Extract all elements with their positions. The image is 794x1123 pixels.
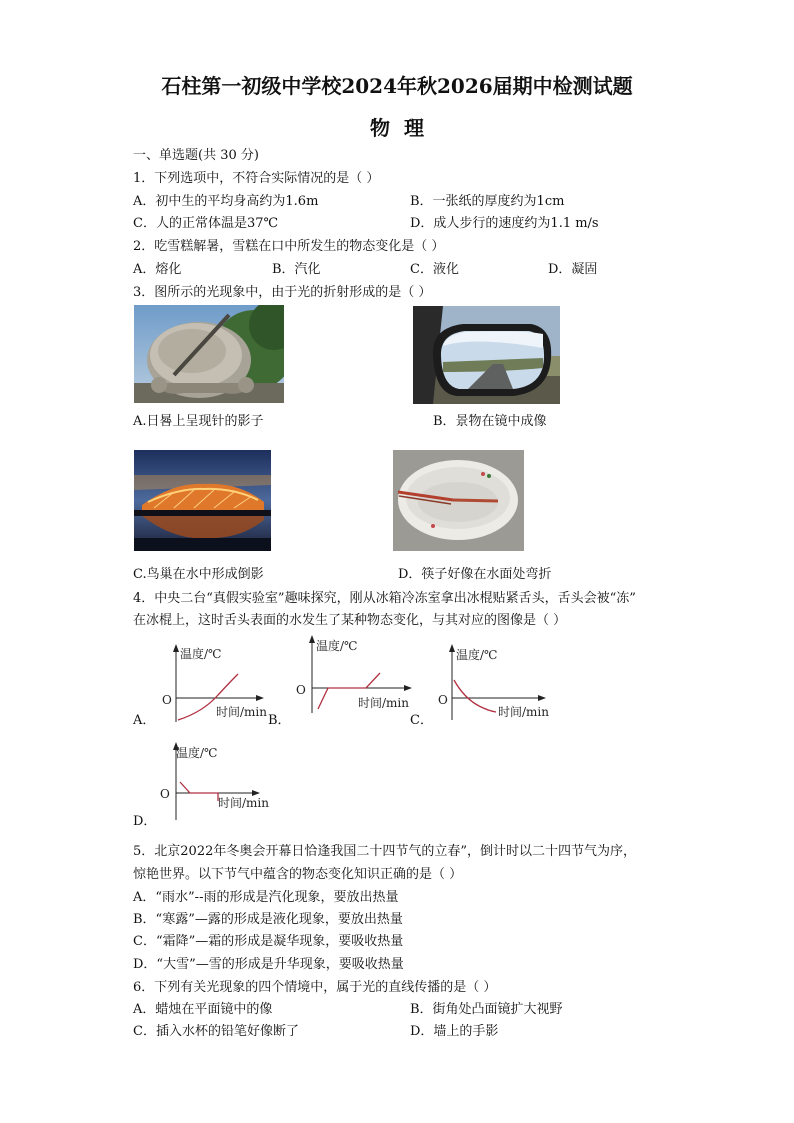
graph-b-ylabel: 温度/℃ xyxy=(316,639,358,653)
q5-option-a: A．“雨水”--雨的形成是汽化现象，要放出热量 xyxy=(133,890,399,905)
graph-a-xlabel: 时间/min xyxy=(216,705,267,719)
q1-option-a: A．初中生的平均身高约为1.6m xyxy=(133,194,319,209)
graph-a-ylabel: 温度/℃ xyxy=(180,647,222,661)
q6-option-a: A．蜡烛在平面镜中的像 xyxy=(133,1002,273,1017)
q3-option-d: D．筷子好像在水面处弯折 xyxy=(398,567,552,582)
graph-b-xlabel: 时间/min xyxy=(358,696,409,710)
q5-stem-line1: 5．北京2022年冬奥会开幕日恰逢我国二十四节气的立春”，倒计时以二十四节气为序， xyxy=(133,844,637,859)
graph-c-ylabel: 温度/℃ xyxy=(456,648,498,662)
q6-option-c: C．插入水杯的铅笔好像断了 xyxy=(133,1024,299,1039)
graph-a xyxy=(158,640,268,725)
car-mirror-photo xyxy=(413,306,560,404)
q2-option-a: A．熔化 xyxy=(133,262,182,277)
graph-b xyxy=(294,633,414,718)
q3-option-a: A.日晷上呈现针的影子 xyxy=(133,414,264,429)
graph-c xyxy=(434,640,554,725)
subject-title: 物 理 xyxy=(370,116,424,140)
chopsticks-bowl-photo xyxy=(393,450,524,551)
graph-c-origin: O xyxy=(438,693,448,707)
q4-option-b: B． xyxy=(268,713,291,728)
birds-nest-photo xyxy=(134,450,271,551)
graph-b-origin: O xyxy=(296,683,306,697)
q5-stem-line2: 惊艳世界。以下节气中蕴含的物态变化知识正确的是（ ） xyxy=(133,867,463,882)
graph-d-xlabel: 时间/min xyxy=(218,796,269,810)
graph-d-curve xyxy=(180,782,218,801)
q5-option-b: B．“寒露”—露的形成是液化现象，要放出热量 xyxy=(133,912,403,927)
q3-option-b: B．景物在镜中成像 xyxy=(433,414,547,429)
q1-option-c: C．人的正常体温是37℃ xyxy=(133,216,279,231)
section-heading: 一、单选题(共 30 分) xyxy=(133,148,259,163)
q3-option-c: C.鸟巢在水中形成倒影 xyxy=(133,567,264,582)
graph-c-xlabel: 时间/min xyxy=(498,705,549,719)
q2-option-c: C．液化 xyxy=(410,262,459,277)
q4-stem-line2: 在冰棍上，这时舌头表面的水发生了某种物态变化，与其对应的图像是（ ） xyxy=(133,613,567,628)
graph-a-origin: O xyxy=(162,693,172,707)
q4-option-c: C． xyxy=(410,713,433,728)
graph-d-origin: O xyxy=(160,787,170,801)
graph-d xyxy=(158,738,273,823)
q4-option-d: D． xyxy=(133,814,157,829)
sundial-photo xyxy=(134,305,284,403)
q6-option-d: D．墙上的手影 xyxy=(410,1024,499,1039)
exam-title: 石柱第一初级中学校2024年秋2026届期中检测试题 xyxy=(161,74,633,98)
q4-option-a: A． xyxy=(133,713,156,728)
q5-option-d: D．“大雪”—雪的形成是升华现象，要吸收热量 xyxy=(133,957,404,972)
graph-d-ylabel: 温度/℃ xyxy=(176,746,218,760)
q2-option-b: B．汽化 xyxy=(272,262,321,277)
q1-option-b: B．一张纸的厚度约为1cm xyxy=(410,194,565,209)
q1-option-d: D．成人步行的速度约为1.1 m/s xyxy=(410,216,599,231)
q5-option-c: C．“霜降”—霜的形成是凝华现象，要吸收热量 xyxy=(133,934,404,949)
q1-stem: 1．下列选项中，不符合实际情况的是（ ） xyxy=(133,171,380,186)
q6-stem: 6．下列有关光现象的四个情境中，属于光的直线传播的是（ ） xyxy=(133,980,497,995)
q2-stem: 2．吃雪糕解暑，雪糕在口中所发生的物态变化是（ ） xyxy=(133,239,445,254)
q3-stem: 3．图所示的光现象中，由于光的折射形成的是（ ） xyxy=(133,285,432,300)
q6-option-b: B．街角处凸面镜扩大视野 xyxy=(410,1002,563,1017)
q4-stem-line1: 4．中央二台“真假实验室”趣味探究，刚从冰箱冷冻室拿出冰棍贴紧舌头，舌头会被“冻” xyxy=(133,591,636,606)
q2-option-d: D．凝固 xyxy=(548,262,598,277)
graph-c-curve xyxy=(454,680,496,712)
